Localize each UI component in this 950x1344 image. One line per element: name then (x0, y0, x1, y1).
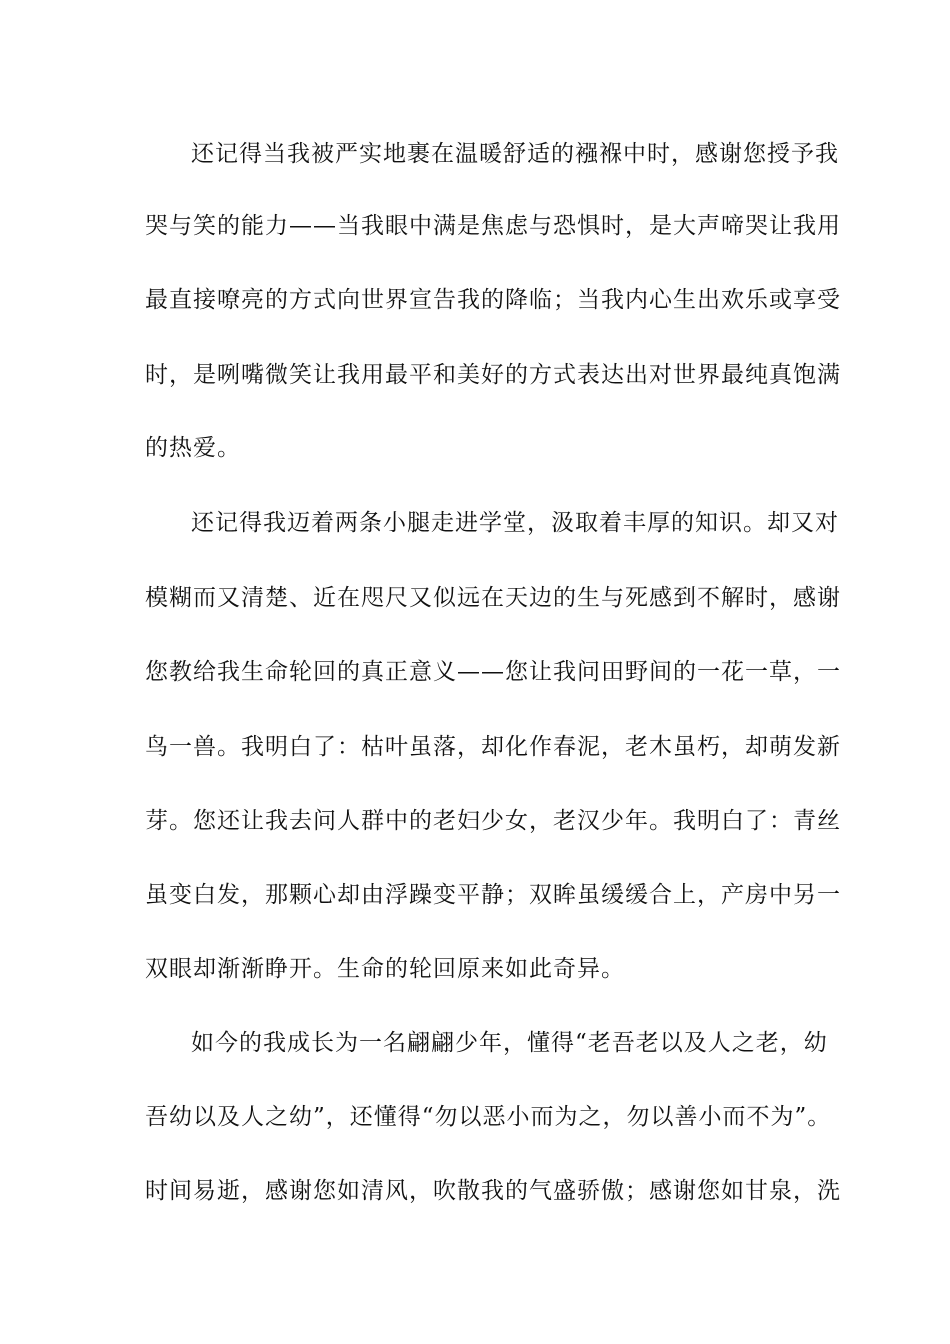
text-line: 鸟一兽。我明白了：枯叶虽落，却化作春泥，老木虽朽，却萌发新 (145, 734, 841, 760)
text-line: 如今的我成长为一名翩翩少年，懂得“老吾老以及人之老，幼 (191, 1030, 828, 1056)
text-line: 还记得我迈着两条小腿走进学堂，汲取着丰厚的知识。却又对 (191, 510, 839, 536)
text-line: 还记得当我被严实地裹在温暖舒适的襁褓中时，感谢您授予我 (191, 141, 839, 167)
text-line: 的热爱。 (145, 435, 241, 461)
text-line: 您教给我生命轮回的真正意义——您让我问田野间的一花一草，一 (145, 659, 841, 685)
text-line: 虽变白发，那颗心却由浮躁变平静；双眸虽缓缓合上，产房中另一 (145, 882, 841, 908)
text-line: 吾幼以及人之幼”，还懂得“勿以恶小而为之，勿以善小而不为”。 (145, 1104, 832, 1130)
text-line: 模糊而又清楚、近在咫尺又似远在天边的生与死感到不解时，感谢 (145, 585, 841, 611)
text-line: 哭与笑的能力——当我眼中满是焦虑与恐惧时，是大声啼哭让我用 (145, 213, 841, 239)
text-line: 时间易逝，感谢您如清风，吹散我的气盛骄傲；感谢您如甘泉，洗 (145, 1178, 841, 1204)
text-line: 最直接嘹亮的方式向世界宣告我的降临；当我内心生出欢乐或享受 (145, 287, 841, 313)
text-line: 芽。您还让我去问人群中的老妇少女，老汉少年。我明白了：青丝 (145, 808, 841, 834)
text-line: 时，是咧嘴微笑让我用最平和美好的方式表达出对世界最纯真饱满 (145, 362, 841, 388)
text-line: 双眼却渐渐睁开。生命的轮回原来如此奇异。 (145, 956, 625, 982)
